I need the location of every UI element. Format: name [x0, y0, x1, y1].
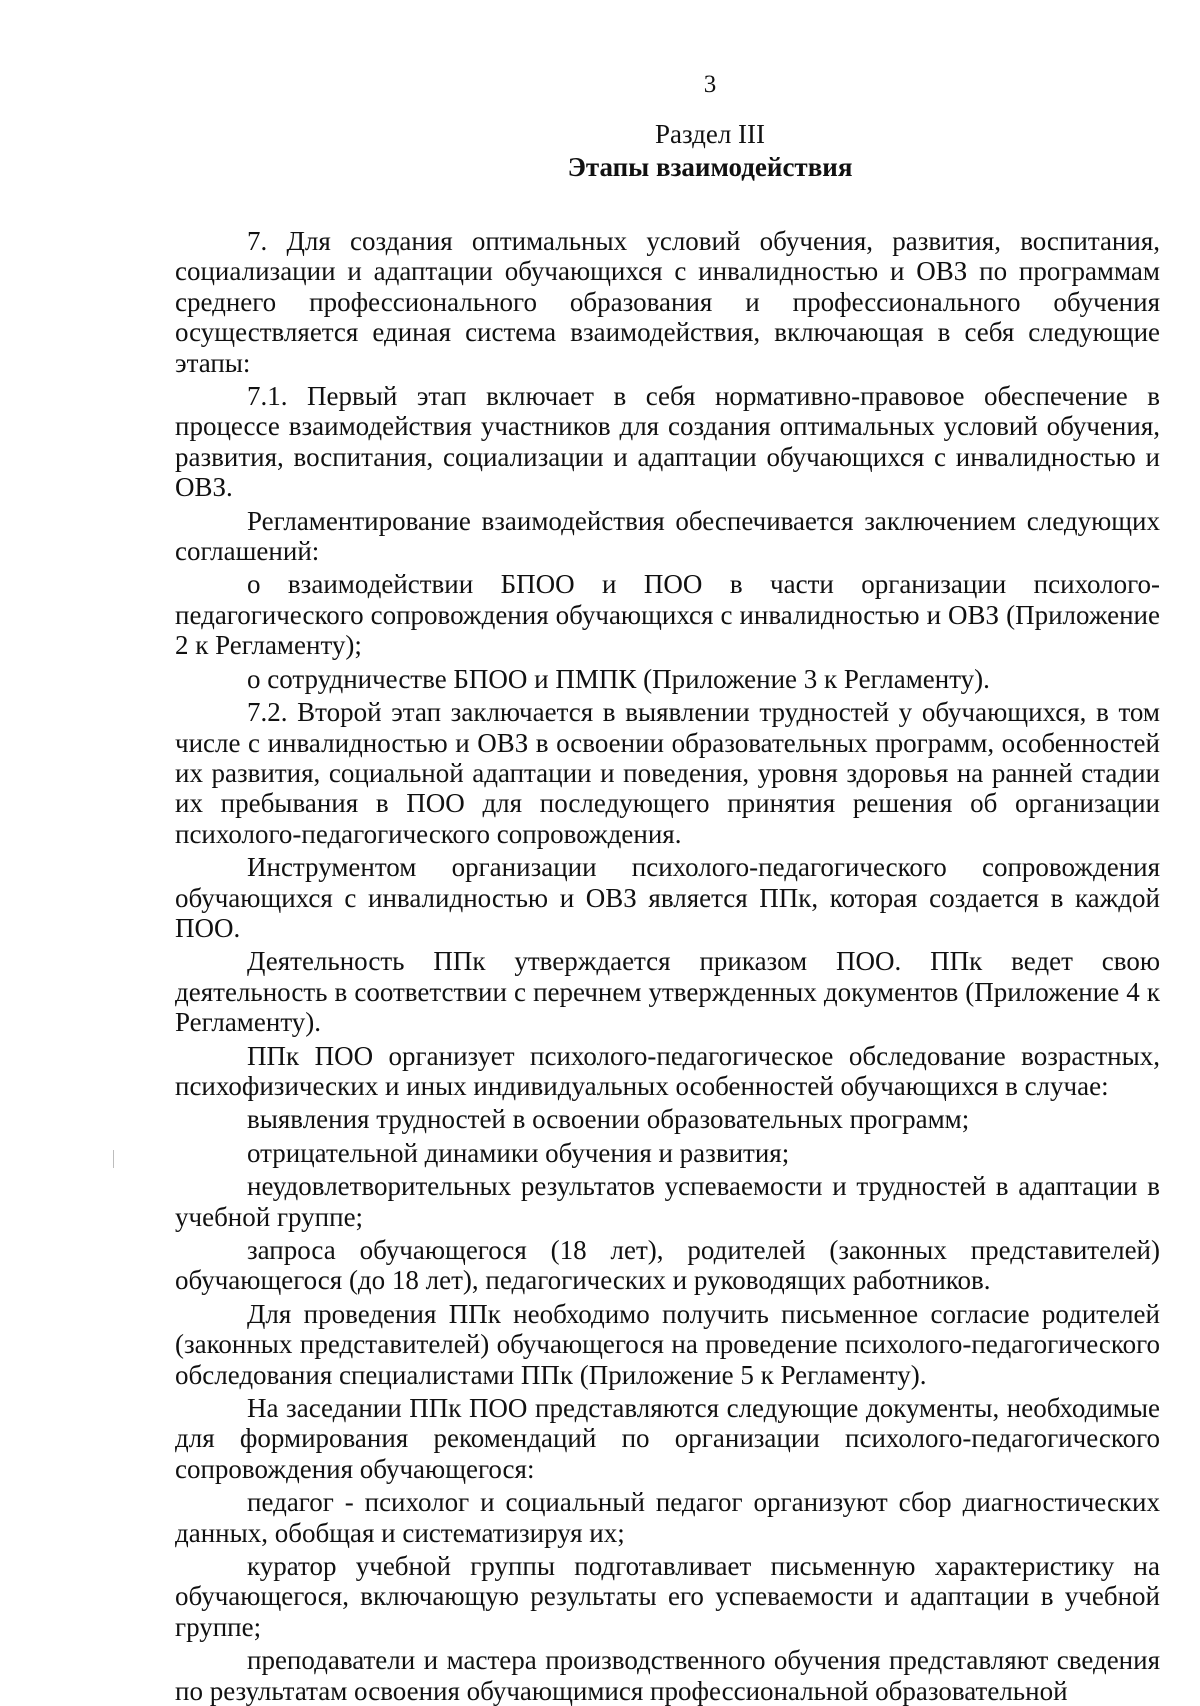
paragraph-regulation: Регламентирование взаимодействия обеспечивается заключением следующих соглашений:: [175, 505, 1160, 567]
paragraph-activity: Деятельность ППк утверждается приказом ПОО. ППк ведет свою деятельность в соответствии с перечнем утвержденных документов (Приложение 4 к Регламенту).: [175, 946, 1160, 1038]
document-body: [175, 226, 1160, 1706]
list-item-document-1: педагог - психолог и социальный педагог организуют сбор диагностических данных, обобщая и систематизируя их;: [175, 1487, 1160, 1548]
paragraph-7-2: 7.2. Второй этап заключается в выявлении трудностей у обучающихся, в том числе с инвалидностью и ОВЗ в освоении образовательных программ, особенностей их развития, социальной адаптации и поведения, уровня здоровья на ранней стадии их пребывания в ПОО для последующего принятия решения об организации психолого-педагогического сопровождения.: [175, 697, 1160, 849]
list-item-agreement-1: о взаимодействии БПОО и ПОО в части организации психолого-педагогического сопровождения обучающихся с инвалидностью и ОВЗ (Приложение 2 к Регламенту);: [175, 569, 1160, 661]
section-label: Раздел III: [654, 119, 766, 149]
scan-mark: [113, 1150, 114, 1168]
list-item-document-2: куратор учебной группы подготавливает письменную характеристику на обучающегося, включающую результаты его успеваемости и адаптации в учебной группе;: [175, 1551, 1160, 1642]
paragraph-examination: ППк ПОО организует психолого-педагогическое обследование возрастных, психофизических и иных индивидуальных особенностей обучающихся в случае:: [175, 1040, 1160, 1101]
paragraph-consent: Для проведения ППк необходимо получить письменное согласие родителей (законных представителей) обучающегося на проведение психолого-педагогического обследования специалистами ППк (Приложение 5 к Регламенту).: [175, 1298, 1160, 1390]
list-item-case-1: выявления трудностей в освоении образовательных программ;: [247, 1104, 970, 1135]
paragraph-instrument: Инструментом организации психолого-педагогического сопровождения обучающихся с инвалидностью и ОВЗ является ППк, которая создается в каждой ПОО.: [175, 852, 1160, 943]
paragraph-documents: На заседании ППк ПОО представляются следующие документы, необходимые для формирования рекомендаций по организации психолого-педагогического сопровождения обучающегося:: [175, 1393, 1160, 1484]
list-item-case-3: неудовлетворительных результатов успеваемости и трудностей в адаптации в учебной группе;: [175, 1171, 1160, 1232]
list-item-agreement-2: о сотрудничестве БПОО и ПМПК (Приложение 3 к Регламенту).: [247, 663, 990, 694]
list-item-case-2: отрицательной динамики обучения и развития;: [247, 1137, 790, 1168]
section-title: Этапы взаимодействия: [567, 152, 853, 182]
list-item-case-4: запроса обучающегося (18 лет), родителей (законных представителей) обучающегося (до 18 лет), педагогических и руководящих работников.: [175, 1235, 1160, 1296]
document-page: [175, 70, 1160, 1706]
paragraph-7: 7. Для создания оптимальных условий обучения, развития, воспитания, социализации и адаптации обучающихся с инвалидностью и ОВЗ по программам среднего профессионального образования и профессионального обучения осуществляется единая система взаимодействия, включающая в себя следующие этапы:: [175, 226, 1160, 378]
paragraph-7-1: 7.1. Первый этап включает в себя нормативно-правовое обеспечение в процессе взаимодействия участников для создания оптимальных условий обучения, развития, воспитания, социализации и адаптации обучающихся с инвалидностью и ОВЗ.: [175, 381, 1160, 503]
page-number: 3: [703, 71, 717, 98]
list-item-document-3: преподаватели и мастера производственного обучения представляют сведения по результатам освоения обучающимися профессиональной образовательной: [175, 1645, 1160, 1706]
